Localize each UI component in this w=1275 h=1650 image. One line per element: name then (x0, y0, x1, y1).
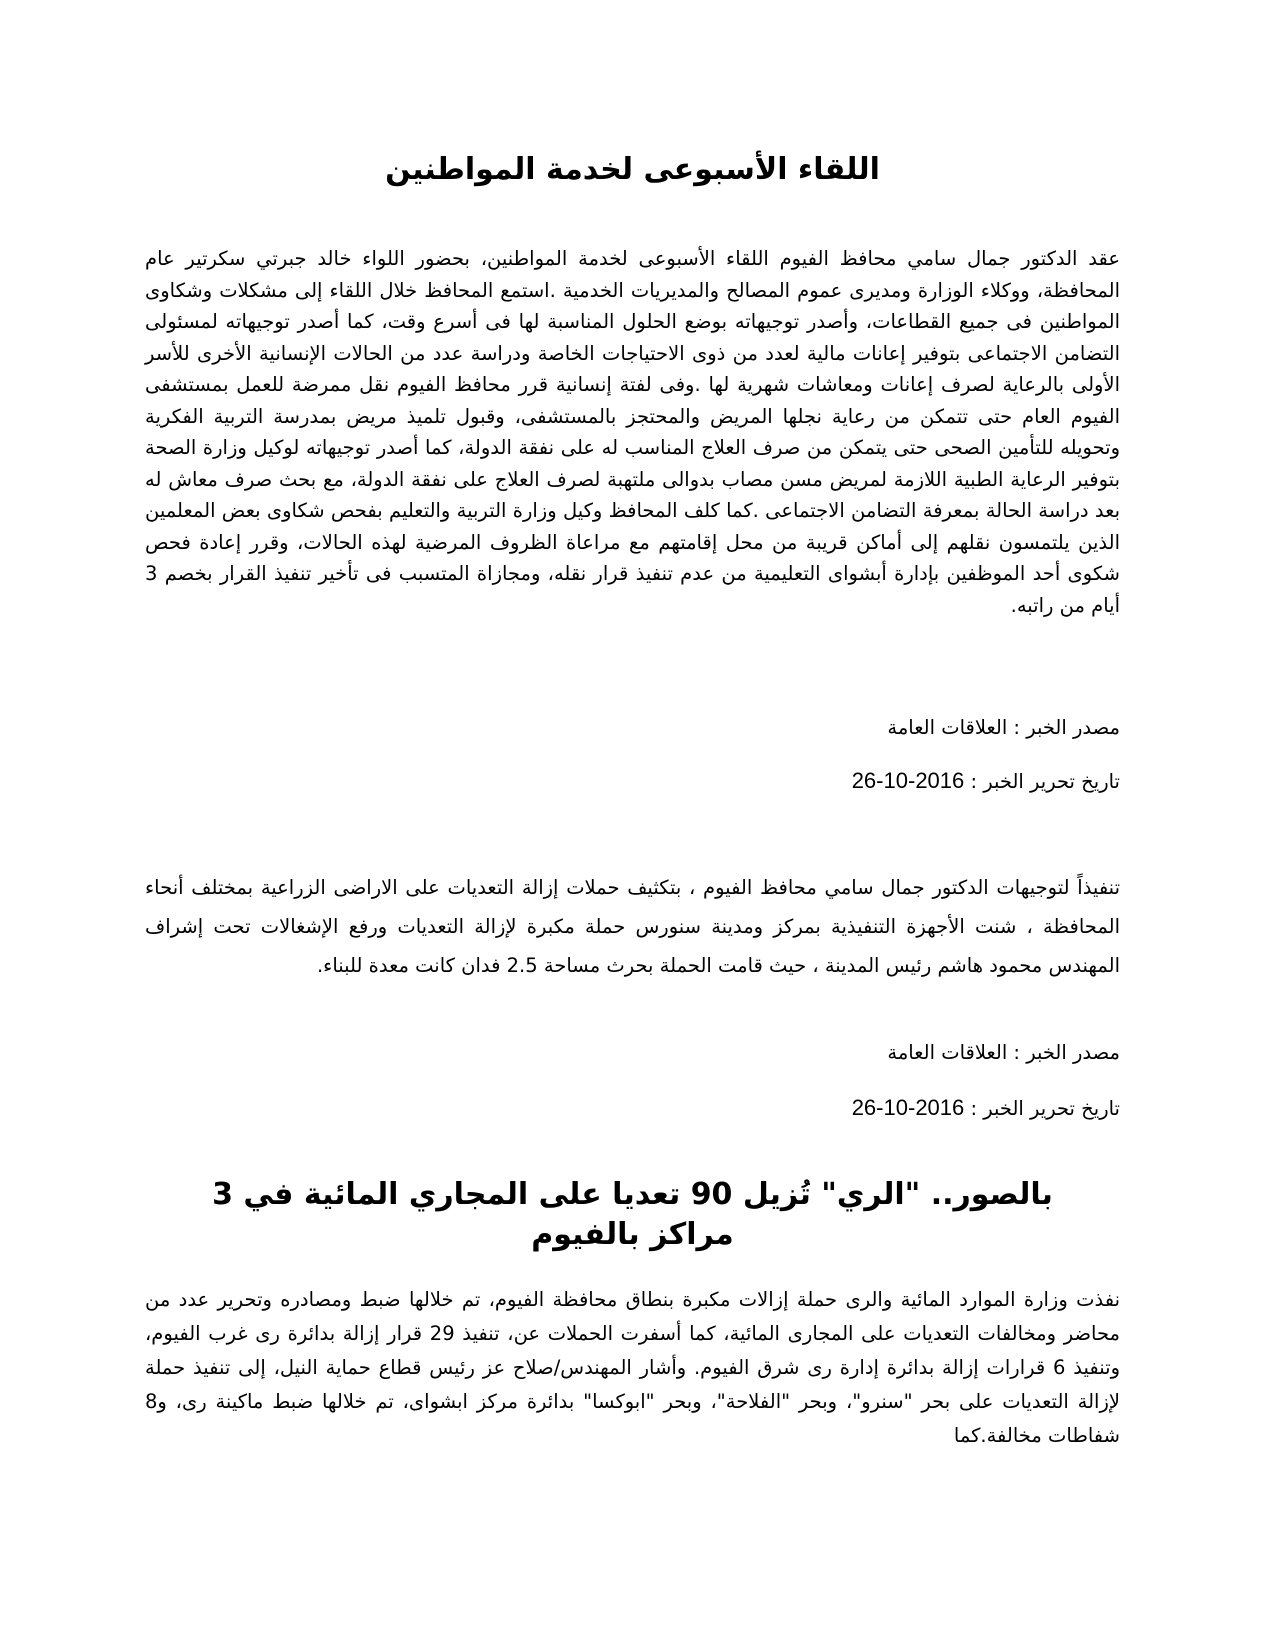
article-1-date: 2016-10-26 (851, 768, 965, 793)
document-page (145, 0, 1120, 1650)
article-1-date-line (852, 766, 1120, 797)
article-2-date-label: تاريخ تحرير الخبر : (970, 1097, 1120, 1120)
article-1-source: مصدر الخبر : العلاقات العامة (887, 716, 1120, 739)
article-1-title: اللقاء الأسبوعى لخدمة المواطنين (385, 152, 880, 187)
article-2-date-line (852, 1093, 1120, 1124)
article-1-body: عقد الدكتور جمال سامي محافظ الفيوم اللقاء الأسبوعى لخدمة المواطنين، بحضور اللواء خالد جبرتي سكرتير عام المحافظة، ووكلاء الوزارة ومديرى عموم المصالح والمديريات الخدمية .استمع المحافظ خلال اللقاء إلى مشكلات وشكاوى المواطنين فى جميع القطاعات، وأصدر توجيهاته بوضع الحلول المناسبة لها فى أسرع وقت، كما أصدر توجيهاته لمسئولى التضامن الاجتماعى بتوفير إعانات مالية لعدد من ذوى الاحتياجات الخاصة ودراسة عدد من الحالات الإنسانية الأخرى للأسر الأولى بالرعاية لصرف إعانات ومعاشات شهرية لها .وفى لفتة إنسانية قرر محافظ الفيوم نقل ممرضة للعمل بمستشفى الفيوم العام حتى تتمكن من رعاية نجلها المريض والمحتجز بالمستشفى، وقبول تلميذ مريض بمدرسة التربية الفكرية وتحويله للتأمين الصحى حتى يتمكن من صرف العلاج المناسب له على نفقة الدولة، كما أصدر توجيهاته لوكيل وزارة الصحة بتوفير الرعاية الطبية اللازمة لمريض مسن مصاب بدوالى ملتهبة لصرف العلاج على نفقة الدولة، مع بحث صرف معاش له بعد دراسة الحالة بمعرفة التضامن الاجتماعى .كما كلف المحافظ وكيل وزارة التربية والتعليم بفحص شكاوى بعض المعلمين الذين يلتمسون نقلهم إلى أماكن قريبة من محل إقامتهم مع مراعاة الظروف المرضية لهذه الحالات، وقرر إعادة فحص شكوى أحد الموظفين بإدارة أبشواى التعليمية من عدم تنفيذ قرار نقله، ومجازاة المتسبب فى تأخير تنفيذ القرار بخصم 3 أيام من راتبه. (145, 247, 1120, 617)
article-2-date: 2016-10-26 (851, 1095, 965, 1120)
article-3-title: بالصور.. "الري" تُزيل 90 تعديا على المجاري المائية في 3 مراكز بالفيوم (212, 1177, 1053, 1252)
article-2-body: تنفيذاً لتوجيهات الدكتور جمال سامي محافظ الفيوم ، بتكثيف حملات إزالة التعديات على الاراضى الزراعية بمختلف أنحاء المحافظة ، شنت الأجهزة التنفيذية بمركز ومدينة سنورس حملة مكبرة لإزالة التعديات ورفع الإشغالات تحت إشراف المهندس محمود هاشم رئيس المدينة ، حيث قامت الحملة بحرث مساحة 2.5 فدان كانت معدة للبناء. (145, 876, 1120, 977)
article-2-source: مصدر الخبر : العلاقات العامة (887, 1041, 1120, 1064)
article-3-body: نفذت وزارة الموارد المائية والرى حملة إزالات مكبرة بنطاق محافظة الفيوم، تم خلالها ضبط ومصادره وتحرير عدد من محاضر ومخالفات التعديات على المجارى المائية، كما أسفرت الحملات عن، تنفيذ 29 قرار إزالة بدائرة رى غرب الفيوم، وتنفيذ 6 قرارات إزالة بدائرة إدارة رى شرق الفيوم. وأشار المهندس/صلاح عز رئيس قطاع حماية النيل، إلى تنفيذ حملة لإزالة التعديات على بحر "سنرو"، وبحر "الفلاحة"، وبحر "ابوكسا" بدائرة مركز ابشواى، تم خلالها ضبط ماكينة رى، و8 شفاطات مخالفة.كما (145, 1288, 1121, 1447)
article-1-date-label: تاريخ تحرير الخبر : (970, 770, 1120, 793)
